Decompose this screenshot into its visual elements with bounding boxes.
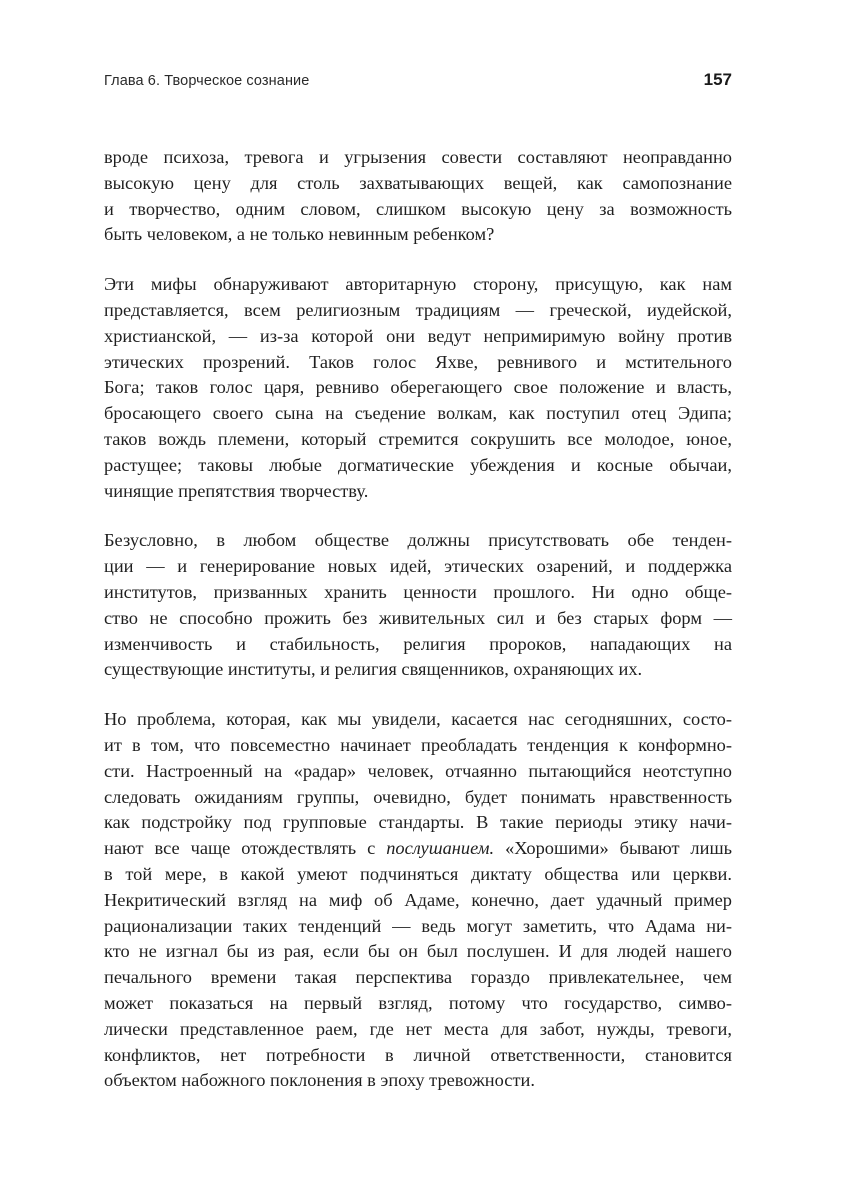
text-line: Эти мифы обнаруживают авторитарную сторону, присущую, как нам	[104, 274, 732, 295]
chapter-title: Глава 6. Творческое сознание	[104, 73, 310, 89]
text-line: быть человеком, а не только невинным ребенком?	[104, 224, 495, 245]
text-line: ит в том, что повсеместно начинает преобладать тенденция к конформно-	[104, 734, 732, 755]
text-line: конфликтов, нет потребности в личной ответственности, становится	[104, 1044, 732, 1065]
text-line: печального времени такая перспектива гораздо привлекательнее, чем	[104, 967, 732, 988]
paragraph-2	[104, 272, 732, 504]
text-line: бросающего своего сына на съедение волкам, как поступил отец Эдипа;	[104, 403, 732, 424]
text-line: вроде психоза, тревога и угрызения совести составляют неоправданно	[104, 147, 732, 167]
text-line	[104, 836, 732, 862]
text-line: Но проблема, которая, как мы увидели, касается нас сегодняшних, состо-	[104, 709, 732, 730]
text-line: Бога; таков голос царя, ревниво оберегающего свое положение и власть,	[104, 377, 732, 398]
text-line: следовать ожиданиям группы, очевидно, будет понимать нравственность	[104, 786, 732, 807]
text-line: Некритический взгляд на миф об Адаме, конечно, дает удачный пример	[104, 889, 732, 910]
text-line: христианской, — из-за которой они ведут непримиримую войну против	[104, 325, 732, 346]
text-line: ство не способно прожить без живительных сил и без старых форм —	[104, 607, 732, 628]
text-line: Безусловно, в любом обществе должны присутствовать обе тенден-	[104, 530, 732, 551]
text-line: институтов, призванных хранить ценности прошлого. Ни одно обще-	[104, 581, 732, 602]
text-line: и творчество, одним словом, слишком высокую цену за возможность	[104, 198, 732, 219]
text-line: существующие институты, и религия священников, охраняющих их.	[104, 659, 643, 680]
text-line: может показаться на первый взгляд, потому что государство, симво-	[104, 992, 732, 1013]
text-line: этических прозрений. Таков голос Яхве, ревнивого и мстительного	[104, 351, 732, 372]
text-line: таков вождь племени, который стремится сокрушить все молодое, юное,	[104, 428, 732, 449]
text-line: как подстройку под групповые стандарты. В такие периоды этику начи-	[104, 812, 732, 833]
text-line: в той мере, в какой умеют подчиняться диктату общества или церкви.	[104, 863, 732, 884]
text-line: лически представленное раем, где нет места для забот, нужды, тревоги,	[104, 1018, 732, 1039]
paragraph-3	[104, 528, 732, 683]
text-line: высокую цену для столь захватывающих вещей, как самопознание	[104, 172, 732, 193]
paragraph-4	[104, 707, 732, 1094]
text-line: представляется, всем религиозным традициям — греческой, иудейской,	[104, 299, 732, 320]
running-header	[104, 70, 732, 90]
text-line: растущее; таковы любые догматические убеждения и косные обычаи,	[104, 454, 732, 475]
paragraph-1	[104, 145, 732, 248]
text-line: объектом набожного поклонения в эпоху тревожности.	[104, 1070, 535, 1091]
text-line: кто не изгнал бы из рая, если бы он был послушен. И для людей нашего	[104, 941, 732, 962]
page-number: 157	[703, 70, 732, 89]
text-line: сти. Настроенный на «радар» человек, отчаянно пытающийся неотступно	[104, 760, 732, 781]
text-line: изменчивость и стабильность, религия пророков, нападающих на	[104, 633, 732, 654]
text-line: чинящие препятствия творчеству.	[104, 480, 369, 501]
emphasis-text: послушанием.	[386, 838, 495, 859]
text-segment: «Хорошими» бывают лишь	[494, 838, 732, 859]
text-line: ции — и генерирование новых идей, этических озарений, и поддержка	[104, 556, 732, 577]
text-segment: нают все чаще отождествлять с	[104, 838, 387, 859]
body-text	[104, 145, 732, 1118]
text-line: рационализации таких тенденций — ведь могут заметить, что Адама ни-	[104, 915, 732, 936]
